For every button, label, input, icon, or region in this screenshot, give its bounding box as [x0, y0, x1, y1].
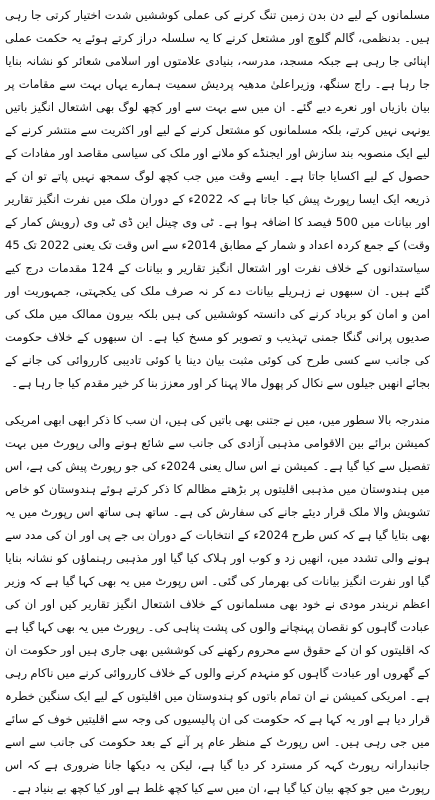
article-paragraph-2: مندرجہ بالا سطور میں، میں نے جتنی بھی باتیں کی ہیں، ان سب کا ذکر ابھی ابھی امریکی کمیشن برائے بین الاقوامی مذہبی آزادی کی جانب سے شائع ہونے والی رپورٹ میں بہت تفصیل سے کیا گیا ہے۔ کمیشن نے اس سال یعنی 2024ء کی جو رپورٹ پیش کی ہے، اس میں ہندوستان میں مذہبی اقلیتوں پر بڑھتے مظالم کا ذکر کرتے ہوئے ہندوستان کو خاص تشویش والا ملک قرار دیئے جانے کی سفارش کی ہے۔ ساتھ ہی ساتھ اس رپورٹ میں یہ بھی بتایا گیا ہے کہ کس طرح 2024ء کے انتخابات کے دوران بی جے پی اور ان کی مدد سے ہونے والی تشدد میں، انھیں زد و کوب اور ہلاک کیا گیا اور مذہبی رہنماؤں کو نشانہ بنایا گیا اور نفرت انگیز بیانات کی بھرمار کی گئی۔ اس رپورٹ میں یہ بھی کہا گیا ہے کہ وزیر اعظم نریندر مودی نے خود بھی مسلمانوں کے خلاف اشتعال انگیز تقاریر کیں اور ان کی عبادت گاہوں کو نقصان پہنچانے والوں کی پشت پناہی کی۔ رپورٹ میں یہ بھی کہا گیا ہے کہ اقلیتوں کو ان کے حقوق سے محروم رکھنے کی کوششیں بھی جاری ہیں اور حکومت ان کے گھروں اور عبادت گاہوں کو منہدم کرنے والوں کے خلاف کارروائی کرنے میں ناکام رہی ہے۔ امریکی کمیشن نے ان تمام باتوں کو ہندوستان میں اقلیتوں کے لیے ایک سنگین خطرہ قرار دیا ہے اور یہ کہا ہے کہ حکومت کی ان پالیسیوں کی وجہ سے اقلیتیں خوف کے سائے میں جی رہی ہیں۔ اس رپورٹ کے منظر عام پر آنے کے بعد حکومت کی جانب سے اسے جانبدارانہ رپورٹ کہہ کر مسترد کر دیا گیا ہے، لیکن یہ دیکھا جانا ضروری ہے کہ اس رپورٹ میں جو کچھ بیان کیا گیا ہے، ان میں سے کیا کچھ غلط ہے اور کیا کچھ بے بنیاد ہے۔ [5, 413, 430, 795]
article-paragraph-1: مسلمانوں کے لیے دن بدن زمین تنگ کرنے کی عملی کوششیں شدت اختیار کرتی جا رہی ہیں۔ بدنظمی، گالم گلوچ اور مشتعل کرنے کا یہ سلسلہ دراز کرتے ہوئے یہ حکمت عملی اپنائی جا رہی ہے جبکہ مسجد، مدرسہ، بنیادی علامتوں اور اسلامی شعائر کو نشانہ بنایا جا رہا ہے۔ راج سنگھ، وزیراعلیٰ مدھیہ پردیش سمیت ہمارے یہاں بہت سے مقامات پر بیان بازیاں اور نعرے دیے گئے۔ ان میں سے بہت سے اور کچھ لوگ بھی اشتعال انگیز باتیں یونہی نہیں کرتے، بلکہ مسلمانوں کو مشتعل کرنے کے لیے اور اکثریت سے منتشر کرنے کے لیے ایک منصوبہ بند سازش اور ایجنڈے کو ملانے اور ملک کی سیاسی مقاصد اور مفادات کے حصول کے لیے اکسایا جاتا ہے۔ ایسے وقت میں جب کچھ لوگ سمجھ نہیں پاتے تو ان کے ذریعہ ایک ایسا رپورٹ پیش کیا جاتا ہے کہ 2022ء کے دوران ملک میں نفرت انگیز تقاریر اور بیانات میں 500 فیصد کا اضافہ ہوا ہے۔ ٹی وی چینل این ڈی ٹی وی (رویش کمار کے وقت) کے جمع کردہ اعداد و شمار کے مطابق 2014ء سے اس وقت تک یعنی 2022 تک 45 سیاستدانوں کے خلاف نفرت اور اشتعال انگیز تقاریر و بیانات کے 124 مقدمات درج کیے گئے ہیں۔ ان سبھوں نے زہریلے بیانات دے کر نہ صرف ملک کی یکجہتی، جمہوریت اور امن و امان کو برباد کرنے کی دانستہ کوششیں کی ہیں بلکہ بیرون ممالک میں ملک کی صدیوں پرانی گنگا جمنی تہذیب و تصویر کو مسخ کیا ہے۔ ان سبھوں کے خلاف حکومت کی جانب سے کسی طرح کی کوئی مثبت بیان دینا یا کوئی تادیبی کارروائی کی جانے کے بجائے انھیں جیلوں سے نکال کر پھول مالا پہنا کر اور معزز بنا کر خیر مقدم کیا جا رہا ہے۔ [5, 8, 430, 390]
paragraph-separator [5, 395, 430, 409]
